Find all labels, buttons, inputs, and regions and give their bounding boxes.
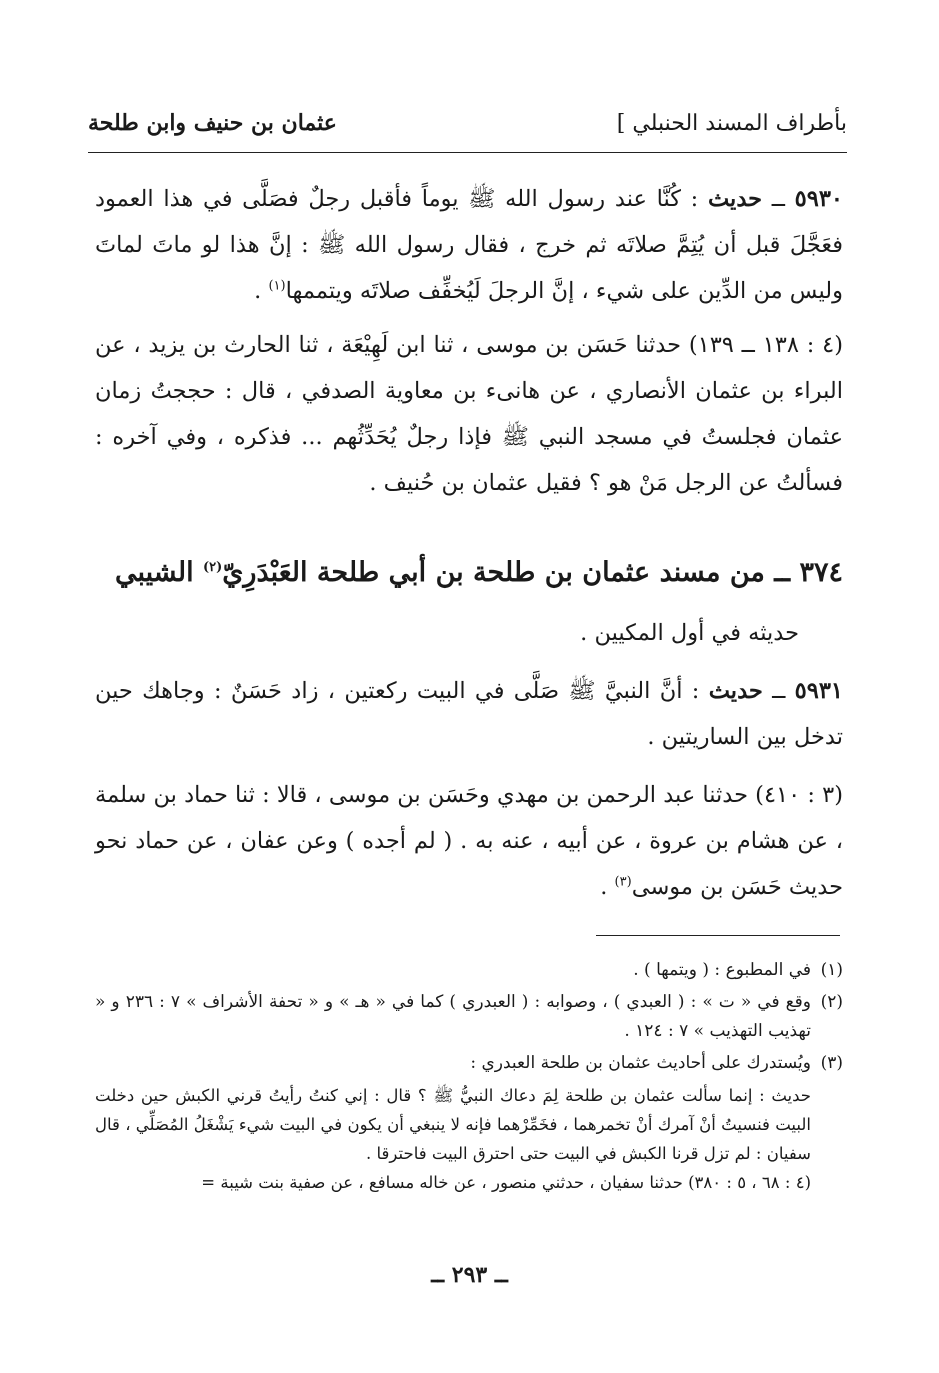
footnote-3 <box>95 1049 843 1078</box>
footnote-ref: (٣) <box>614 874 632 890</box>
footnote-text: في المطبوع : ( ويتمها ) . <box>633 960 811 980</box>
isnad-end: . <box>600 874 615 900</box>
section-title: ــ من مسند عثمان بن طلحة بن أبي طلحة العَبْدَرِيّ <box>222 557 800 588</box>
hadith-end: . <box>254 278 269 304</box>
header-chapter-title: عثمان بن حنيف وابن طلحة <box>88 110 337 136</box>
dash: ــ <box>762 678 786 704</box>
dash: ــ <box>762 186 785 212</box>
footnote-number: (٣) <box>820 1053 843 1073</box>
hadith-label: حديث <box>708 678 763 704</box>
hadith-5930 <box>95 176 843 314</box>
hadith-number: ٥٩٣٠ <box>794 186 844 212</box>
header-divider <box>88 152 847 153</box>
footnote-text: ويُستدرك على أحاديث عثمان بن طلحة العبدري : <box>470 1053 811 1073</box>
section-heading-374 <box>95 548 843 598</box>
footnotes <box>95 956 843 1197</box>
footnote-text: وقع في « ت » : ( العبدي ) ، وصوابه : ( العبدري ) كما في « هـ » و « تحفة الأشراف » ٧ : ٢٣٦ و « تهذيب التهذيب » ٧ : ١٢٤ . <box>95 992 811 1041</box>
footnote-3-isnad: (٤ : ٦٨ ، ٥ : ٣٨٠) حدثنا سفيان ، حدثني منصور ، عن خاله مسافع ، عن صفية بنت شيبة = <box>201 1173 811 1192</box>
footnote-2 <box>95 988 843 1046</box>
footnote-3-hadith: حديث : إنما سألت عثمان بن طلحة لِمَ دعاك النبيُّ ﷺ ؟ قال : إني كنتُ رأيتُ قرني الكبش حين دخلت البيت فنسيتُ أنْ آمرك أنْ تخمرهما ، فخَمِّرْهما فإنه لا ينبغي أن يكون في البيت شيء يَشْغَلُ المُصَلِّي ، قال سفيان : لم تزل قرنا الكبش في البيت حتى احترق البيت فاحترقا . <box>95 1086 811 1163</box>
section-intro <box>95 610 799 656</box>
isnad-paragraph-1 <box>95 322 843 506</box>
hadith-label: حديث <box>707 186 763 212</box>
hadith-number: ٥٩٣١ <box>794 678 843 704</box>
footnote-ref: (١) <box>268 278 286 294</box>
isnad-text: (٣ : ٤١٠) حدثنا عبد الرحمن بن مهدي وحَسَن بن موسى ، قالا : ثنا حماد بن سلمة ، عن هشام بن عروة ، عن أبيه ، عنه به . ( لم أجده ) وعن عفان ، عن حماد نحو حديث حَسَن بن موسى <box>95 782 844 900</box>
isnad-text: (٤ : ١٣٨ ــ ١٣٩) حدثنا حَسَن بن موسى ، ثنا ابن لَهِيْعَة ، ثنا الحارث بن يزيد ، عن البراء بن عثمان الأنصاري ، عن هانىء بن معاوية الصدفي ، قال : حججتُ زمان عثمان فجلستُ في مسجد النبي ﷺ فإذا رجلٌ يُحَدِّثُهم ... فذكره ، وفي آخره : فسألتُ عن الرجل مَنْ هو ؟ فقيل عثمان بن حُنيف . <box>95 332 843 496</box>
footnote-number: (١) <box>820 960 843 980</box>
footnote-divider <box>596 935 840 936</box>
header-book-title: بأطراف المسند الحنبلي ] <box>616 110 847 136</box>
hadith-text: : أنَّ النبيَّ ﷺ صَلَّى في البيت ركعتين ، زاد حَسَنٌ : وجاهك حين تدخل بين الساريتين . <box>95 678 843 750</box>
section-number: ٣٧٤ <box>799 557 843 588</box>
isnad-paragraph-2 <box>95 772 843 910</box>
footnote-ref: (٢) <box>202 560 223 575</box>
footnote-number: (٢) <box>820 992 843 1012</box>
footnote-1 <box>95 956 843 985</box>
page-number: ــ ٢٩٣ ــ <box>431 1262 508 1288</box>
running-header <box>88 100 847 146</box>
intro-text: حديثه في أول المكيين . <box>580 620 799 646</box>
hadith-text: : كُنَّا عند رسول الله ﷺ يوماً فأقبل رجلٌ فصَلَّى في هذا العمود فعَجَّلَ قبل أن يُتِمَّ صلاتَه ثم خرج ، فقال رسول الله ﷺ : إنَّ هذا لو ماتَ لماتَ وليس من الدِّين على شيء ، إنَّ الرجلَ لَيُخفِّف صلاتَه ويتممها <box>95 186 843 304</box>
hadith-5931 <box>95 668 843 760</box>
section-title-end: الشيبي <box>114 557 203 588</box>
